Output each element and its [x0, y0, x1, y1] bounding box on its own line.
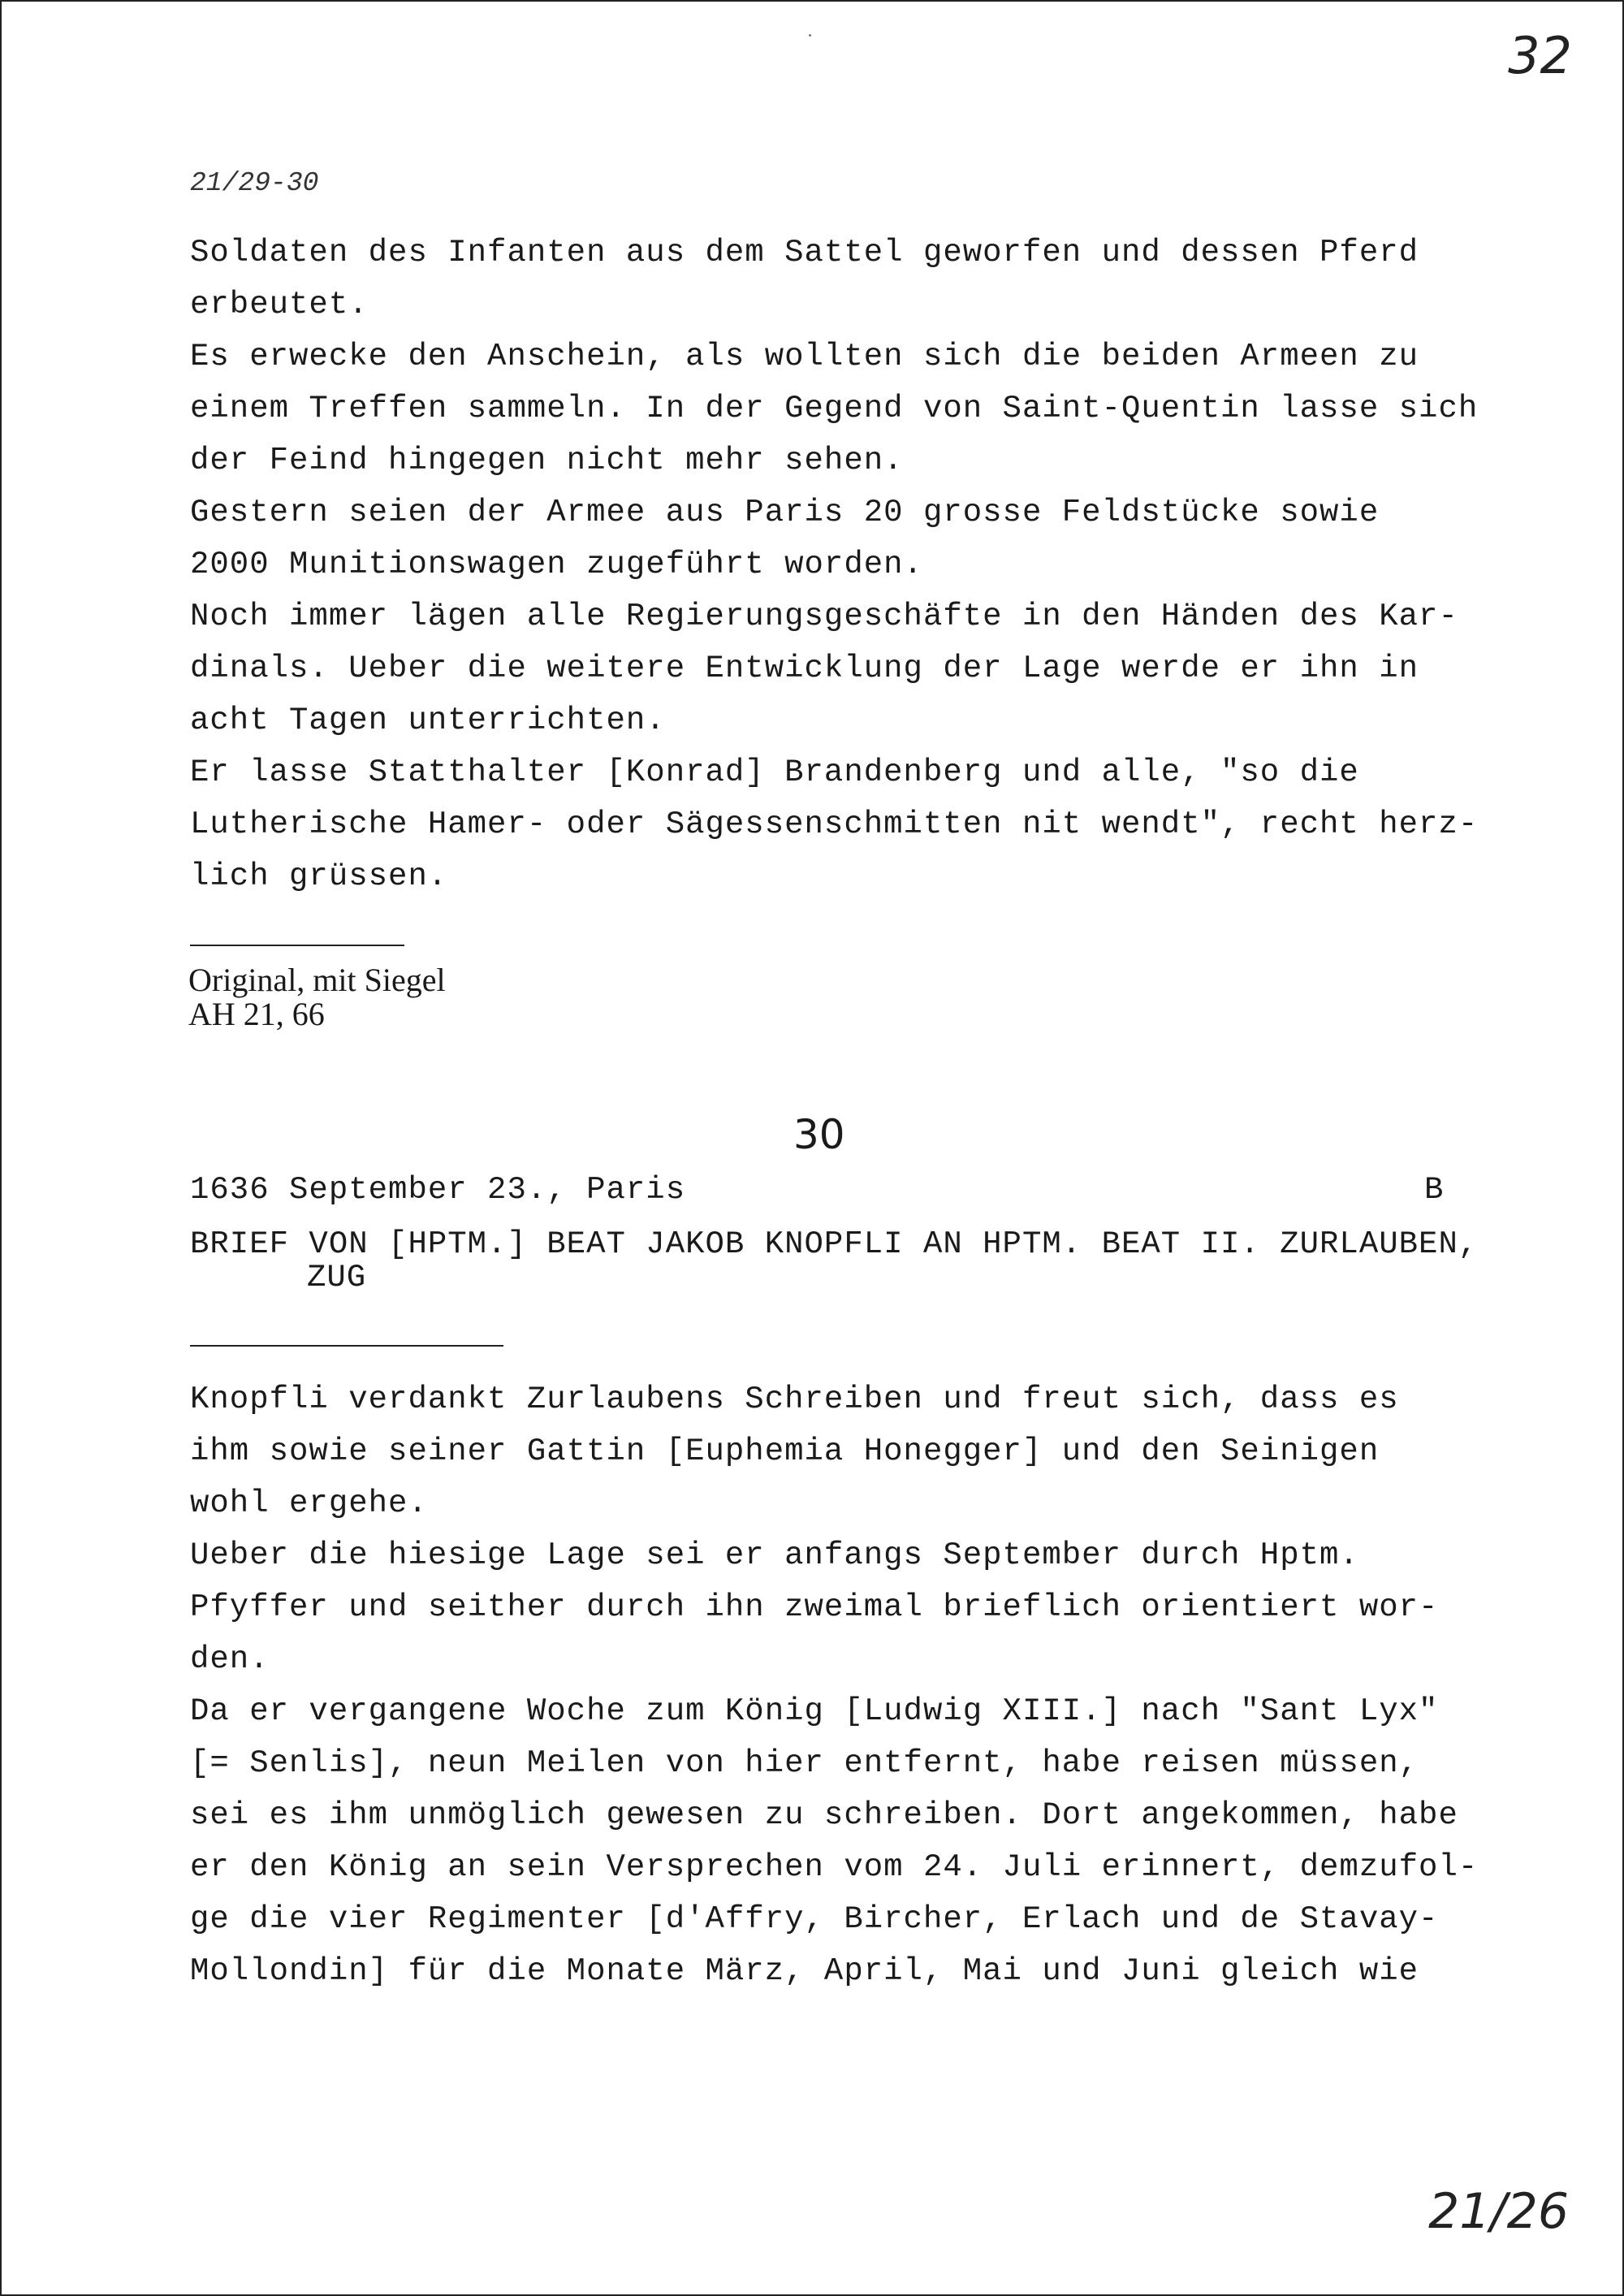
- handwritten-page-number: 32: [1508, 26, 1572, 85]
- document-title: BRIEF VON [HPTM.] BEAT JAKOB KNOPFLI AN HPTM. BEAT II. ZURLAUBEN,: [190, 1226, 1479, 1262]
- body-line: acht Tagen unterrichten.: [190, 703, 666, 738]
- source-note: Original, mit Siegel: [188, 962, 446, 998]
- letter-type-marker: B: [1424, 1172, 1444, 1208]
- footnote-divider: [190, 945, 404, 946]
- body-line: Knopfli verdankt Zurlaubens Schreiben und freut sich, dass es: [190, 1381, 1399, 1417]
- title-divider: [190, 1345, 503, 1347]
- body-line: Mollondin] für die Monate März, April, Mai und Juni gleich wie: [190, 1953, 1419, 1989]
- body-line: Da er vergangene Woche zum König [Ludwig XIII.] nach "Sant Lyx": [190, 1693, 1439, 1729]
- body-line: den.: [190, 1641, 270, 1677]
- body-line: dinals. Ueber die weitere Entwicklung der Lage werde er ihn in: [190, 651, 1419, 686]
- body-line: [= Senlis], neun Meilen von hier entfernt, habe reisen müssen,: [190, 1745, 1419, 1781]
- body-line: Er lasse Statthalter [Konrad] Brandenberg und alle, "so die: [190, 755, 1359, 790]
- scan-speck: [809, 34, 811, 37]
- body-line: 2000 Munitionswagen zugeführt worden.: [190, 547, 923, 582]
- body-line: Es erwecke den Anschein, als wollten sich die beiden Armeen zu: [190, 339, 1419, 374]
- body-line: Gestern seien der Armee aus Paris 20 grosse Feldstücke sowie: [190, 495, 1380, 530]
- body-line: Noch immer lägen alle Regierungsgeschäfte in den Händen des Kar-: [190, 599, 1458, 634]
- archive-reference: AH 21, 66: [188, 996, 325, 1032]
- document-title-continued: ZUG: [307, 1260, 367, 1295]
- body-line: lich grüssen.: [190, 858, 448, 894]
- body-line: Ueber die hiesige Lage sei er anfangs September durch Hptm.: [190, 1537, 1359, 1573]
- body-line: er den König an sein Versprechen vom 24. Juli erinnert, demzufol-: [190, 1849, 1479, 1885]
- body-line: erbeutet.: [190, 287, 369, 322]
- document-signature: 21/29-30: [190, 168, 319, 198]
- document-number: 30: [793, 1111, 845, 1158]
- body-line: ge die vier Regimenter [d'Affry, Bircher, Erlach und de Stavay-: [190, 1901, 1439, 1937]
- handwritten-archive-reference: 21/26: [1428, 2183, 1569, 2240]
- body-line: Pfyffer und seither durch ihn zweimal brieflich orientiert wor-: [190, 1589, 1439, 1625]
- body-line: Soldaten des Infanten aus dem Sattel geworfen und dessen Pferd: [190, 235, 1419, 270]
- date-place-line: 1636 September 23., Paris: [190, 1172, 686, 1208]
- body-line: der Feind hingegen nicht mehr sehen.: [190, 443, 904, 478]
- body-line: sei es ihm unmöglich gewesen zu schreiben. Dort angekommen, habe: [190, 1797, 1458, 1833]
- body-line: wohl ergehe.: [190, 1485, 428, 1521]
- body-line: einem Treffen sammeln. In der Gegend von Saint-Quentin lasse sich: [190, 391, 1479, 426]
- body-line: ihm sowie seiner Gattin [Euphemia Honegger] und den Seinigen: [190, 1433, 1380, 1469]
- body-line: Lutherische Hamer- oder Sägessenschmitten nit wendt", recht herz-: [190, 806, 1479, 842]
